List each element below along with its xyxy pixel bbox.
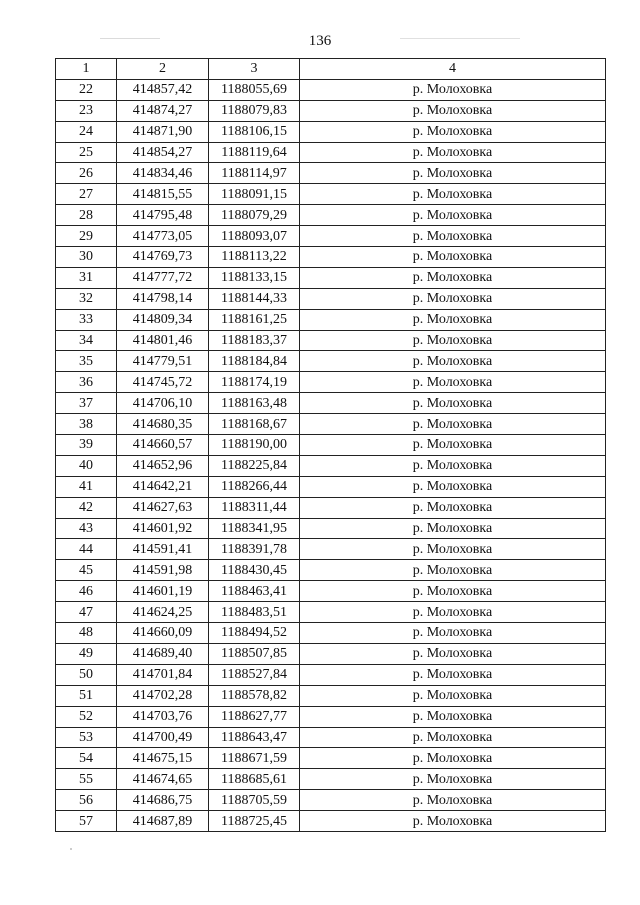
- cell-x-coordinate: 414660,57: [117, 435, 209, 456]
- cell-x-coordinate: 414769,73: [117, 247, 209, 268]
- cell-point-number: 51: [56, 685, 117, 706]
- table-row: [56, 121, 606, 142]
- cell-y-coordinate: 1188161,25: [209, 309, 300, 330]
- column-header-1: 1: [56, 59, 117, 80]
- cell-x-coordinate: 414642,21: [117, 476, 209, 497]
- table-header: [56, 59, 606, 80]
- cell-y-coordinate: 1188079,29: [209, 205, 300, 226]
- cell-description: р. Молоховка: [300, 226, 606, 247]
- cell-description: р. Молоховка: [300, 100, 606, 121]
- table-row: [56, 623, 606, 644]
- cell-x-coordinate: 414701,84: [117, 664, 209, 685]
- table-row: [56, 226, 606, 247]
- cell-point-number: 23: [56, 100, 117, 121]
- cell-description: р. Молоховка: [300, 435, 606, 456]
- cell-point-number: 55: [56, 769, 117, 790]
- cell-y-coordinate: 1188119,64: [209, 142, 300, 163]
- cell-x-coordinate: 414795,48: [117, 205, 209, 226]
- table-row: [56, 184, 606, 205]
- cell-x-coordinate: 414773,05: [117, 226, 209, 247]
- cell-x-coordinate: 414652,96: [117, 455, 209, 476]
- table-row: [56, 518, 606, 539]
- cell-description: р. Молоховка: [300, 163, 606, 184]
- cell-x-coordinate: 414706,10: [117, 393, 209, 414]
- cell-y-coordinate: 1188174,19: [209, 372, 300, 393]
- cell-x-coordinate: 414798,14: [117, 288, 209, 309]
- cell-point-number: 27: [56, 184, 117, 205]
- table-row: [56, 435, 606, 456]
- table-row: [56, 497, 606, 518]
- cell-y-coordinate: 1188055,69: [209, 79, 300, 100]
- cell-point-number: 52: [56, 706, 117, 727]
- cell-point-number: 45: [56, 560, 117, 581]
- cell-y-coordinate: 1188184,84: [209, 351, 300, 372]
- cell-point-number: 37: [56, 393, 117, 414]
- cell-y-coordinate: 1188168,67: [209, 414, 300, 435]
- cell-point-number: 38: [56, 414, 117, 435]
- table-row: [56, 602, 606, 623]
- cell-point-number: 40: [56, 455, 117, 476]
- cell-y-coordinate: 1188266,44: [209, 476, 300, 497]
- cell-x-coordinate: 414689,40: [117, 643, 209, 664]
- cell-point-number: 26: [56, 163, 117, 184]
- cell-y-coordinate: 1188079,83: [209, 100, 300, 121]
- cell-description: р. Молоховка: [300, 184, 606, 205]
- column-header-3: 3: [209, 59, 300, 80]
- table-row: [56, 790, 606, 811]
- table-row: [56, 455, 606, 476]
- table-row: [56, 748, 606, 769]
- table-row: [56, 539, 606, 560]
- cell-point-number: 35: [56, 351, 117, 372]
- column-header-4: 4: [300, 59, 606, 80]
- cell-description: р. Молоховка: [300, 330, 606, 351]
- cell-description: р. Молоховка: [300, 142, 606, 163]
- table-row: [56, 163, 606, 184]
- cell-point-number: 47: [56, 602, 117, 623]
- cell-y-coordinate: 1188627,77: [209, 706, 300, 727]
- table-row: [56, 393, 606, 414]
- cell-y-coordinate: 1188578,82: [209, 685, 300, 706]
- cell-x-coordinate: 414660,09: [117, 623, 209, 644]
- cell-description: р. Молоховка: [300, 393, 606, 414]
- cell-point-number: 57: [56, 811, 117, 832]
- cell-point-number: 54: [56, 748, 117, 769]
- cell-point-number: 24: [56, 121, 117, 142]
- cell-x-coordinate: 414601,19: [117, 581, 209, 602]
- cell-description: р. Молоховка: [300, 414, 606, 435]
- cell-x-coordinate: 414680,35: [117, 414, 209, 435]
- cell-description: р. Молоховка: [300, 79, 606, 100]
- cell-x-coordinate: 414857,42: [117, 79, 209, 100]
- cell-y-coordinate: 1188643,47: [209, 727, 300, 748]
- cell-point-number: 48: [56, 623, 117, 644]
- cell-description: р. Молоховка: [300, 288, 606, 309]
- cell-description: р. Молоховка: [300, 790, 606, 811]
- cell-description: р. Молоховка: [300, 205, 606, 226]
- cell-description: р. Молоховка: [300, 372, 606, 393]
- cell-description: р. Молоховка: [300, 476, 606, 497]
- cell-point-number: 39: [56, 435, 117, 456]
- cell-x-coordinate: 414591,98: [117, 560, 209, 581]
- table-row: [56, 706, 606, 727]
- cell-point-number: 33: [56, 309, 117, 330]
- cell-description: р. Молоховка: [300, 267, 606, 288]
- cell-y-coordinate: 1188163,48: [209, 393, 300, 414]
- cell-description: р. Молоховка: [300, 247, 606, 268]
- cell-point-number: 53: [56, 727, 117, 748]
- table-row: [56, 205, 606, 226]
- cell-y-coordinate: 1188113,22: [209, 247, 300, 268]
- table-row: [56, 769, 606, 790]
- cell-x-coordinate: 414777,72: [117, 267, 209, 288]
- cell-x-coordinate: 414854,27: [117, 142, 209, 163]
- cell-x-coordinate: 414834,46: [117, 163, 209, 184]
- table-row: [56, 267, 606, 288]
- scan-speck: [70, 848, 72, 850]
- cell-description: р. Молоховка: [300, 518, 606, 539]
- table-row: [56, 560, 606, 581]
- cell-point-number: 36: [56, 372, 117, 393]
- cell-point-number: 29: [56, 226, 117, 247]
- table-row: [56, 811, 606, 832]
- table-row: [56, 476, 606, 497]
- cell-x-coordinate: 414686,75: [117, 790, 209, 811]
- cell-description: р. Молоховка: [300, 560, 606, 581]
- table-row: [56, 727, 606, 748]
- cell-y-coordinate: 1188144,33: [209, 288, 300, 309]
- cell-y-coordinate: 1188705,59: [209, 790, 300, 811]
- cell-description: р. Молоховка: [300, 664, 606, 685]
- table-row: [56, 309, 606, 330]
- cell-x-coordinate: 414627,63: [117, 497, 209, 518]
- cell-description: р. Молоховка: [300, 769, 606, 790]
- column-header-2: 2: [117, 59, 209, 80]
- cell-point-number: 28: [56, 205, 117, 226]
- cell-x-coordinate: 414674,65: [117, 769, 209, 790]
- table-row: [56, 288, 606, 309]
- cell-y-coordinate: 1188106,15: [209, 121, 300, 142]
- cell-description: р. Молоховка: [300, 811, 606, 832]
- cell-x-coordinate: 414703,76: [117, 706, 209, 727]
- cell-description: р. Молоховка: [300, 623, 606, 644]
- cell-point-number: 49: [56, 643, 117, 664]
- coordinates-table: [55, 58, 606, 832]
- cell-y-coordinate: 1188183,37: [209, 330, 300, 351]
- cell-point-number: 43: [56, 518, 117, 539]
- cell-y-coordinate: 1188391,78: [209, 539, 300, 560]
- cell-x-coordinate: 414601,92: [117, 518, 209, 539]
- table-row: [56, 330, 606, 351]
- cell-point-number: 31: [56, 267, 117, 288]
- cell-x-coordinate: 414687,89: [117, 811, 209, 832]
- cell-y-coordinate: 1188527,84: [209, 664, 300, 685]
- cell-x-coordinate: 414700,49: [117, 727, 209, 748]
- cell-x-coordinate: 414815,55: [117, 184, 209, 205]
- page-number: 136: [308, 33, 332, 49]
- cell-y-coordinate: 1188494,52: [209, 623, 300, 644]
- cell-description: р. Молоховка: [300, 351, 606, 372]
- cell-x-coordinate: 414874,27: [117, 100, 209, 121]
- cell-y-coordinate: 1188725,45: [209, 811, 300, 832]
- table-row: [56, 685, 606, 706]
- table-body: [56, 79, 606, 831]
- cell-point-number: 22: [56, 79, 117, 100]
- cell-point-number: 42: [56, 497, 117, 518]
- cell-point-number: 44: [56, 539, 117, 560]
- cell-description: р. Молоховка: [300, 602, 606, 623]
- cell-y-coordinate: 1188114,97: [209, 163, 300, 184]
- cell-description: р. Молоховка: [300, 748, 606, 769]
- cell-description: р. Молоховка: [300, 727, 606, 748]
- table-row: [56, 100, 606, 121]
- cell-x-coordinate: 414745,72: [117, 372, 209, 393]
- table-row: [56, 247, 606, 268]
- table-row: [56, 643, 606, 664]
- cell-point-number: 25: [56, 142, 117, 163]
- cell-x-coordinate: 414624,25: [117, 602, 209, 623]
- cell-description: р. Молоховка: [300, 685, 606, 706]
- table-row: [56, 79, 606, 100]
- cell-description: р. Молоховка: [300, 539, 606, 560]
- cell-point-number: 50: [56, 664, 117, 685]
- table-row: [56, 414, 606, 435]
- cell-point-number: 32: [56, 288, 117, 309]
- table-row: [56, 372, 606, 393]
- cell-y-coordinate: 1188430,45: [209, 560, 300, 581]
- header-row: [56, 59, 606, 80]
- table-row: [56, 142, 606, 163]
- cell-y-coordinate: 1188093,07: [209, 226, 300, 247]
- cell-description: р. Молоховка: [300, 121, 606, 142]
- scan-speck: [100, 38, 160, 39]
- cell-x-coordinate: 414809,34: [117, 309, 209, 330]
- cell-y-coordinate: 1188685,61: [209, 769, 300, 790]
- cell-x-coordinate: 414591,41: [117, 539, 209, 560]
- cell-y-coordinate: 1188341,95: [209, 518, 300, 539]
- cell-point-number: 34: [56, 330, 117, 351]
- cell-description: р. Молоховка: [300, 643, 606, 664]
- cell-y-coordinate: 1188311,44: [209, 497, 300, 518]
- scan-speck: [400, 38, 520, 39]
- table-row: [56, 351, 606, 372]
- cell-point-number: 30: [56, 247, 117, 268]
- cell-y-coordinate: 1188483,51: [209, 602, 300, 623]
- cell-description: р. Молоховка: [300, 706, 606, 727]
- cell-point-number: 46: [56, 581, 117, 602]
- cell-y-coordinate: 1188507,85: [209, 643, 300, 664]
- cell-y-coordinate: 1188671,59: [209, 748, 300, 769]
- cell-description: р. Молоховка: [300, 455, 606, 476]
- cell-y-coordinate: 1188091,15: [209, 184, 300, 205]
- cell-description: р. Молоховка: [300, 581, 606, 602]
- cell-x-coordinate: 414871,90: [117, 121, 209, 142]
- cell-point-number: 56: [56, 790, 117, 811]
- table-row: [56, 664, 606, 685]
- cell-y-coordinate: 1188190,00: [209, 435, 300, 456]
- cell-y-coordinate: 1188463,41: [209, 581, 300, 602]
- cell-y-coordinate: 1188133,15: [209, 267, 300, 288]
- cell-x-coordinate: 414702,28: [117, 685, 209, 706]
- cell-x-coordinate: 414801,46: [117, 330, 209, 351]
- table-row: [56, 581, 606, 602]
- cell-x-coordinate: 414675,15: [117, 748, 209, 769]
- cell-y-coordinate: 1188225,84: [209, 455, 300, 476]
- cell-description: р. Молоховка: [300, 309, 606, 330]
- cell-description: р. Молоховка: [300, 497, 606, 518]
- cell-point-number: 41: [56, 476, 117, 497]
- cell-x-coordinate: 414779,51: [117, 351, 209, 372]
